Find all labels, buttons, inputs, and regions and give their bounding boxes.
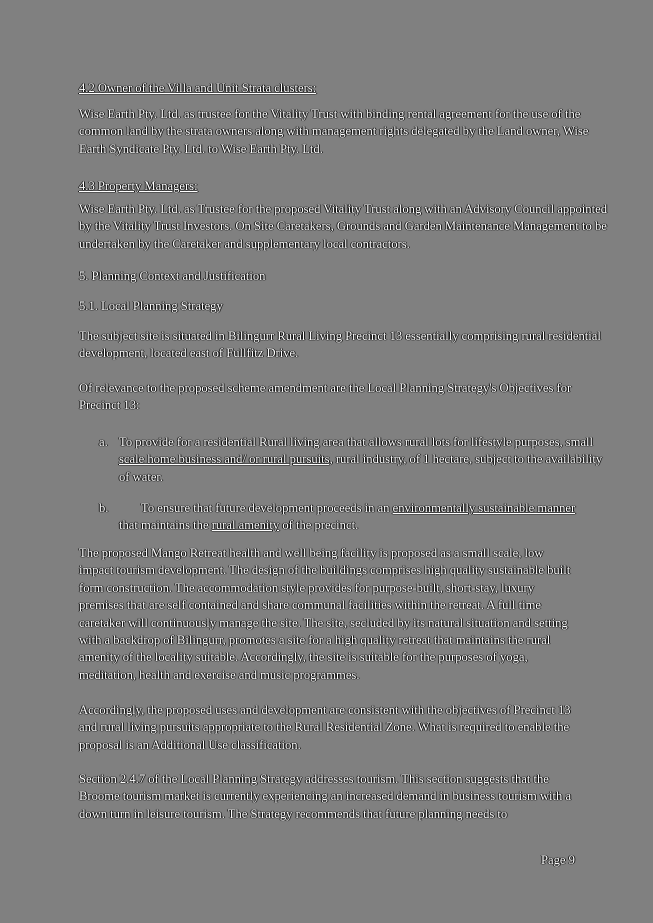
- text: To ensure that future development proceeds in an: [141, 501, 393, 515]
- heading-text: 4.3 Property Managers:: [79, 179, 198, 193]
- section-4-2-body: Wise Earth Pty. Ltd. as trustee for the Vitality Trust with binding rental agreement for the use of the common land by the strata owners along with management rights delegated by the Land owner, Wise Earth Syndicate Pty. Ltd. to Wise Earth Pty. Ltd.: [79, 107, 589, 156]
- section-5-1-paragraph-1: The subject site is situated in Bilingurr Rural Living Precinct 13 essentially comprising rural residential development, located east of Fullfitz Drive.: [79, 329, 601, 361]
- section-5-1-paragraph-3: The proposed Mango Retreat health and well being facility is proposed as a small scale, low impact tourism development. The design of the buildings comprises high quality sustainable built form construction. The accommodation style provides for purpose-built, short-stay, luxury premises that are self contained and share communal facilities within the retreat. A full time caretaker will continuously manage the site. The site, secluded by its natural situation and setting with a backdrop of Bilingurr, promotes a site for a high quality retreat that maintains the rural amenity of the locality suitable. Accordingly, the site is suitable for the purposes of yoga, meditation, health and exercise and music programmes.: [79, 546, 571, 682]
- underlined-text: rural amenity: [211, 518, 280, 533]
- heading-text: 4.2 Owner of the Villa and Unit Strata clusters:: [79, 81, 317, 95]
- section-5-1-paragraph-2: Of relevance to the proposed scheme amendment are the Local Planning Strategy's Objectives for Precinct 13:: [79, 381, 572, 413]
- section-5-1-paragraph-4: Accordingly, the proposed uses and development are consistent with the objectives of Precinct 13 and rural living pursuits appropriate to the Rural Residential Zone. What is required to enable the proposal is an Additional Use classification.: [79, 703, 571, 752]
- section-5-1-heading: 5.1. Local Planning Strategy: [79, 299, 223, 313]
- section-4-2-heading: [79, 80, 609, 97]
- text: that maintains the: [119, 518, 212, 533]
- underlined-text: scale home business and/ or rural pursuits: [119, 452, 330, 467]
- underlined-text: environmentally sustainable manner: [392, 501, 576, 515]
- list-marker: a.: [99, 435, 108, 449]
- objective-b-text: [119, 500, 589, 535]
- section-4-3-heading: [79, 178, 609, 195]
- text: To provide for a residential Rural living area that allows rural lots for lifestyle purposes, small: [119, 435, 594, 449]
- section-4-3-body: Wise Earth Pty. Ltd. as Trustee for the proposed Vitality Trust along with an Advisory Council appointed by the Vitality Trust Investors. On Site Caretakers, Grounds and Garden Maintenance Management to be undertaken by the Caretaker and supplementary local contractors.: [79, 202, 607, 251]
- page-number: Page 9: [541, 853, 575, 867]
- section-5-1-paragraph-5: Section 2.4.7 of the Local Planning Strategy addresses tourism. This section suggests that the Broome tourism market is currently experiencing an increased demand in business tourism with a down turn in leisure tourism. The Strategy recommends that future planning needs to: [79, 772, 572, 821]
- section-5-heading: 5. Planning Context and Justification: [79, 269, 266, 283]
- text: , rural industry, of 1 hectare, subject to the availability of water.: [119, 452, 603, 484]
- objective-a-text: [119, 434, 604, 486]
- list-marker: b.: [99, 501, 109, 515]
- text: of the precinct.: [279, 518, 359, 533]
